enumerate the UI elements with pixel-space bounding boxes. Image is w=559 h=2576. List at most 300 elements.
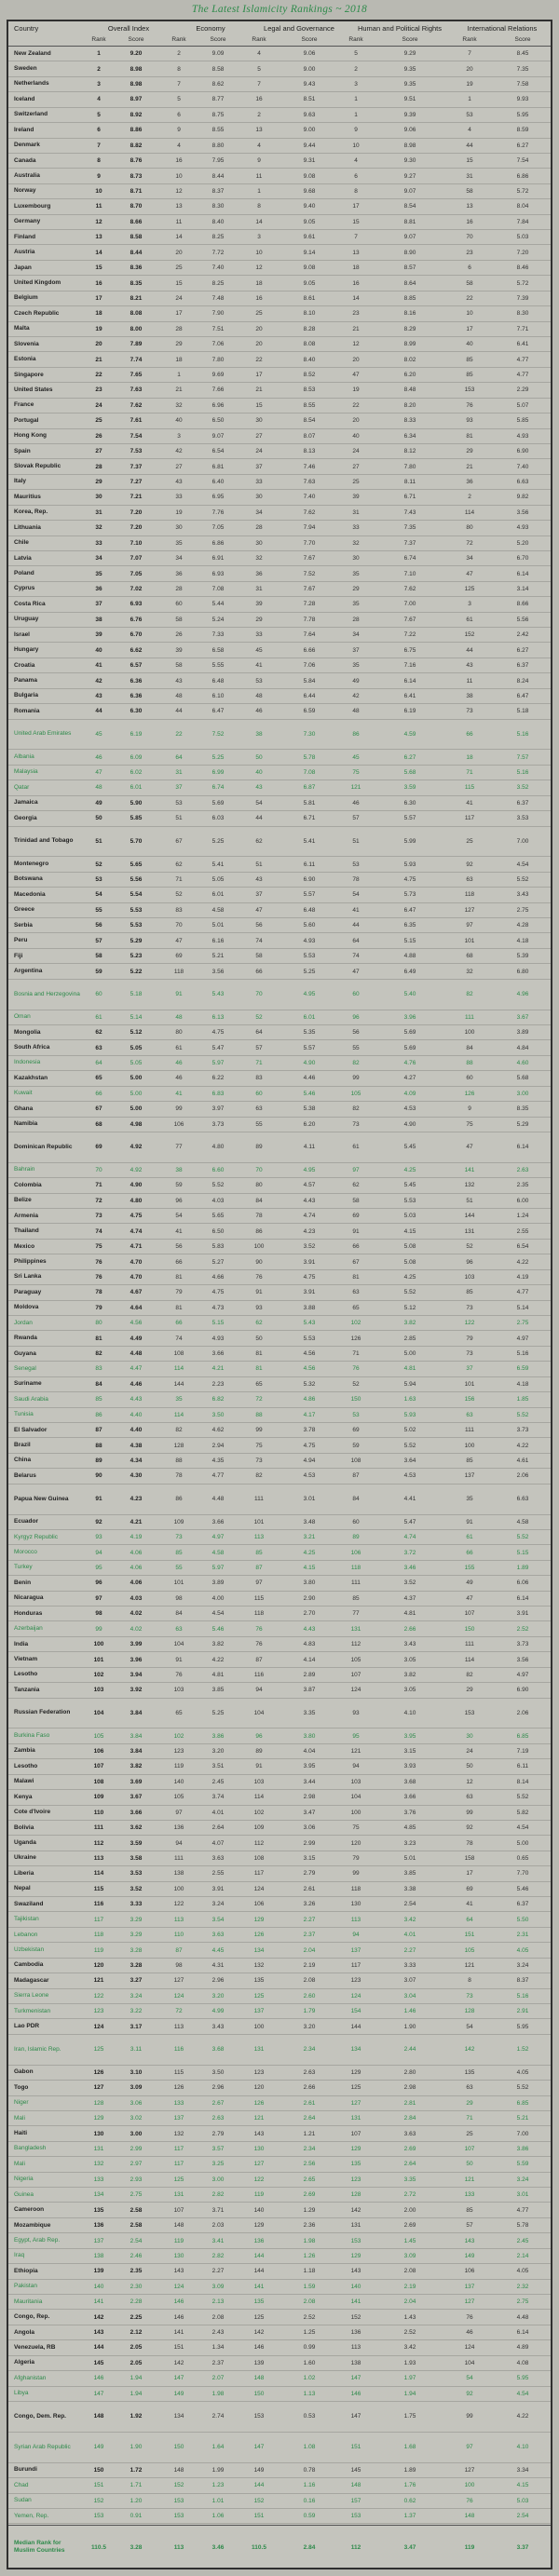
economy-score: 4.58 (211, 1549, 225, 1556)
overall-rank: 98 (95, 1610, 102, 1618)
rights-rank: 85 (352, 1594, 360, 1602)
economy-score: 3.20 (211, 1748, 225, 1756)
rights-rank: 112 (350, 1641, 361, 1648)
economy-score: 6.03 (211, 815, 225, 822)
rights-rank: 17 (352, 203, 360, 210)
legal-score: 4.14 (303, 1656, 316, 1663)
table-header-groups (8, 21, 551, 34)
economy-score: 1.01 (211, 2497, 225, 2504)
relations-score: 4.05 (516, 2268, 529, 2275)
economy-rank: 148 (173, 2466, 184, 2474)
economy-rank: 10 (175, 172, 183, 180)
country-name: Mongolia (14, 1028, 41, 1036)
rights-rank: 145 (350, 2466, 361, 2474)
header-overall-index: Overall Index (107, 24, 150, 33)
legal-score: 3.78 (303, 1427, 316, 1434)
overall-rank: 91 (95, 1496, 102, 1503)
legal-rank: 20 (255, 341, 263, 348)
relations-score: 4.77 (516, 2206, 529, 2214)
relations-score: 3.91 (516, 1610, 529, 1618)
economy-score: 1.06 (211, 2513, 225, 2520)
relations-rank: 99 (466, 2413, 473, 2420)
legal-score: 4.43 (303, 1625, 316, 1633)
relations-rank: 53 (466, 111, 473, 118)
economy-score: 6.50 (211, 417, 225, 425)
overall-score: 5.29 (130, 937, 143, 944)
economy-score: 5.21 (211, 953, 225, 960)
table-row (8, 1301, 551, 1316)
overall-score: 5.00 (130, 1075, 143, 1082)
legal-rank: 113 (253, 1534, 265, 1541)
legal-score: 5.25 (303, 968, 316, 975)
subheader-rank: Rank (171, 36, 186, 43)
legal-score: 0.53 (303, 2413, 316, 2420)
relations-score: 5.82 (516, 1809, 529, 1816)
economy-score: 6.93 (211, 570, 225, 577)
rights-rank: 67 (352, 1258, 360, 1266)
country-name: Malta (14, 325, 30, 332)
relations-rank: 35 (466, 1496, 473, 1503)
country-name: Costa Rica (14, 600, 46, 607)
rights-rank: 6 (354, 172, 358, 180)
rights-rank: 130 (350, 1901, 361, 1908)
table-row (8, 720, 551, 751)
economy-score: 4.00 (211, 1594, 225, 1602)
economy-score: 7.51 (211, 325, 225, 332)
relations-score: 6.27 (516, 142, 529, 149)
legal-rank: 48 (255, 692, 263, 699)
legal-rank: 111 (254, 1496, 264, 1503)
economy-score: 6.47 (211, 708, 225, 715)
rights-rank: 134 (350, 2046, 361, 2054)
table-row (8, 873, 551, 888)
relations-rank: 85 (466, 356, 473, 363)
rights-rank: 51 (352, 837, 360, 845)
legal-score: 6.44 (303, 692, 316, 699)
relations-score: 4.48 (516, 2313, 529, 2321)
country-name: Vietnam (14, 1655, 38, 1662)
country-name: Uganda (14, 1839, 36, 1846)
relations-score: 4.93 (516, 524, 529, 532)
relations-rank: 21 (466, 463, 473, 470)
overall-score: 3.94 (130, 1671, 143, 1678)
relations-score: 4.22 (516, 1442, 529, 1449)
overall-rank: 104 (93, 1709, 104, 1716)
overall-score: 4.47 (130, 1365, 143, 1373)
overall-rank: 58 (95, 953, 102, 960)
table-row (8, 291, 551, 306)
legal-rank: 139 (253, 2359, 265, 2366)
relations-score: 2.45 (516, 2237, 529, 2244)
legal-rank: 71 (255, 1060, 263, 1067)
legal-score: 5.53 (303, 1335, 316, 1342)
table-row (8, 1652, 551, 1667)
overall-rank: 24 (95, 401, 102, 409)
overall-rank: 64 (95, 1060, 102, 1067)
table-row (8, 1744, 551, 1759)
overall-score: 4.30 (130, 1472, 143, 1480)
overall-score: 5.54 (130, 891, 143, 899)
rights-score: 6.20 (403, 372, 416, 379)
overall-score: 4.70 (130, 1273, 143, 1281)
overall-rank: 49 (95, 799, 102, 807)
overall-score: 6.62 (130, 646, 143, 654)
legal-rank: 30 (255, 539, 263, 547)
legal-score: 8.07 (303, 432, 316, 440)
header-country: Country (14, 24, 39, 33)
economy-rank: 113 (173, 2023, 184, 2030)
country-name: Latvia (14, 554, 32, 562)
rights-rank: 123 (350, 1977, 361, 1985)
relations-rank: 101 (464, 1380, 475, 1388)
rights-rank: 125 (350, 2084, 361, 2092)
country-name: Ethiopia (14, 2267, 38, 2274)
table-row (8, 2280, 551, 2295)
rights-rank: 135 (350, 2161, 361, 2168)
relations-rank: 49 (466, 1579, 473, 1587)
rights-score: 4.85 (403, 1824, 416, 1832)
relations-rank: 66 (466, 730, 473, 738)
legal-score: 5.43 (303, 1320, 316, 1327)
relations-score: 5.18 (516, 708, 529, 715)
economy-rank: 58 (175, 662, 183, 670)
overall-score: 3.28 (130, 1961, 143, 1969)
economy-rank: 16 (175, 157, 183, 165)
overall-rank: 66 (95, 1090, 102, 1097)
overall-score: 2.46 (130, 2252, 143, 2259)
economy-score: 4.75 (211, 1029, 225, 1037)
rights-score: 6.19 (403, 708, 416, 715)
economy-rank: 7 (177, 81, 181, 88)
relations-score: 4.77 (516, 356, 529, 363)
relations-rank: 131 (464, 1227, 475, 1235)
rights-rank: 127 (350, 2099, 361, 2107)
relations-score: 4.18 (516, 1380, 529, 1388)
relations-rank: 125 (464, 585, 475, 592)
economy-rank: 76 (175, 1671, 183, 1678)
rights-score: 5.73 (403, 891, 416, 899)
economy-score: 5.01 (211, 922, 225, 929)
legal-score: 4.83 (303, 1641, 316, 1648)
relations-score: 7.84 (516, 218, 529, 225)
rights-score: 4.10 (403, 1709, 416, 1716)
relations-score: 2.75 (516, 2298, 529, 2306)
legal-score: 3.15 (303, 1854, 316, 1862)
legal-rank: 134 (253, 1946, 265, 1954)
legal-rank: 62 (255, 837, 263, 845)
rights-score: 4.37 (403, 1594, 416, 1602)
overall-rank: 73 (95, 1213, 102, 1220)
rights-score: 8.48 (403, 386, 416, 394)
relations-score: 4.15 (516, 2482, 529, 2489)
overall-rank: 138 (93, 2252, 104, 2259)
economy-rank: 62 (175, 861, 183, 868)
country-name: Finland (14, 233, 36, 240)
relations-score: 4.05 (516, 2068, 529, 2076)
table-row (8, 1928, 551, 1943)
legal-rank: 93 (255, 1304, 263, 1311)
relations-score: 5.07 (516, 401, 529, 409)
relations-score: 8.66 (516, 601, 529, 608)
legal-rank: 129 (253, 2222, 265, 2230)
relations-rank: 44 (466, 646, 473, 654)
table-row (8, 399, 551, 414)
country-name: Hungary (14, 646, 39, 654)
table-row (8, 1912, 551, 1927)
relations-score: 5.16 (516, 1992, 529, 2000)
rights-rank: 117 (350, 1961, 361, 1969)
overall-rank: 29 (95, 479, 102, 486)
rights-score: 3.23 (403, 1839, 416, 1847)
overall-rank: 74 (95, 1227, 102, 1235)
legal-score: 9.05 (303, 279, 316, 287)
relations-score: 5.95 (516, 2375, 529, 2382)
legal-score: 1.29 (303, 2206, 316, 2214)
overall-score: 7.74 (130, 356, 143, 363)
legal-rank: 101 (253, 1518, 265, 1525)
economy-score: 3.74 (211, 1794, 225, 1801)
country-name: Kazakhstan (14, 1074, 48, 1081)
legal-rank: 135 (253, 1977, 265, 1985)
table-row (8, 77, 551, 92)
relations-score: 3.86 (516, 2146, 529, 2152)
economy-rank: 30 (175, 524, 183, 532)
overall-rank: 126 (93, 2068, 104, 2076)
rights-score: 0.62 (403, 2497, 416, 2504)
economy-rank: 18 (175, 356, 183, 363)
legal-rank: 114 (253, 1794, 265, 1801)
overall-rank: 117 (93, 1916, 104, 1923)
legal-rank: 106 (253, 1901, 265, 1908)
overall-rank: 113 (93, 1854, 104, 1862)
legal-rank: 80 (255, 1182, 263, 1189)
relations-rank: 85 (466, 1289, 473, 1296)
legal-score: 3.80 (303, 1579, 316, 1587)
economy-rank: 53 (175, 799, 183, 807)
relations-score: 5.52 (516, 1411, 529, 1418)
country-name: Zambia (14, 1747, 35, 1755)
overall-rank: 84 (95, 1380, 102, 1388)
overall-rank: 60 (95, 991, 102, 998)
economy-rank: 116 (173, 2046, 184, 2054)
country-name: Italy (14, 478, 27, 485)
rights-score: 8.85 (403, 294, 416, 302)
country-name: Ghana (14, 1105, 34, 1112)
legal-score: 0.16 (303, 2497, 316, 2504)
legal-score: 5.35 (303, 1029, 316, 1037)
overall-score: 3.33 (130, 1901, 143, 1908)
rights-score: 2.54 (403, 1901, 416, 1908)
rights-score: 5.45 (403, 1182, 416, 1189)
relations-score: 6.14 (516, 570, 529, 577)
overall-rank: 30 (95, 494, 102, 501)
country-name: Lao PDR (14, 2023, 40, 2030)
legal-score: 1.59 (303, 2283, 316, 2290)
economy-score: 4.03 (211, 1197, 225, 1204)
overall-rank: 13 (95, 234, 102, 241)
rights-rank: 147 (350, 2375, 361, 2382)
rights-score: 2.98 (403, 2084, 416, 2092)
overall-score: 5.56 (130, 875, 143, 883)
overall-score: 8.44 (130, 249, 143, 256)
overall-score: 3.59 (130, 1839, 143, 1847)
overall-score: 1.94 (130, 2390, 143, 2397)
relations-rank: 54 (466, 2375, 473, 2382)
rights-score: 7.37 (403, 539, 416, 547)
economy-score: 4.07 (211, 1839, 225, 1847)
rights-score: 5.12 (403, 1304, 416, 1311)
relations-score: 2.06 (516, 1709, 529, 1716)
overall-score: 2.58 (130, 2206, 143, 2214)
rights-score: 8.33 (403, 417, 416, 425)
table-row (8, 61, 551, 76)
relations-rank: 137 (464, 2283, 475, 2290)
overall-rank: 57 (95, 937, 102, 944)
rights-score: 5.69 (403, 1044, 416, 1051)
country-name: Egypt, Arab Rep. (14, 2236, 61, 2244)
median-relations-rank: 119 (464, 2543, 475, 2551)
relations-score: 5.16 (516, 769, 529, 777)
legal-rank: 122 (253, 2176, 265, 2183)
relations-rank: 50 (466, 1763, 473, 1770)
country-name: Lesotho (14, 1762, 38, 1769)
legal-rank: 144 (253, 2482, 265, 2489)
relations-score: 7.71 (516, 325, 529, 332)
country-name: Congo, Dem. Rep. (14, 2412, 66, 2420)
legal-score: 1.16 (303, 2482, 316, 2489)
rights-rank: 105 (350, 1090, 361, 1097)
economy-score: 3.85 (211, 1687, 225, 1694)
overall-rank: 76 (95, 1273, 102, 1281)
economy-rank: 56 (175, 1243, 183, 1251)
legal-rank: 135 (253, 2298, 265, 2306)
overall-score: 2.54 (130, 2237, 143, 2244)
economy-rank: 26 (175, 631, 183, 639)
country-name: Fiji (14, 952, 23, 959)
overall-rank: 22 (95, 372, 102, 379)
overall-score: 3.82 (130, 1763, 143, 1770)
overall-rank: 15 (95, 264, 102, 272)
table-row (8, 2035, 551, 2066)
overall-rank: 123 (93, 2008, 104, 2015)
relations-score: 4.28 (516, 922, 529, 929)
country-name: Cote d'Ivoire (14, 1809, 51, 1816)
overall-score: 7.63 (130, 386, 143, 394)
rights-score: 5.93 (403, 1411, 416, 1418)
rights-score: 5.53 (403, 1197, 416, 1204)
legal-rank: 12 (255, 264, 263, 272)
country-name: Togo (14, 2083, 29, 2091)
relations-score: 3.43 (516, 891, 529, 899)
economy-rank: 5 (177, 96, 181, 103)
rights-score: 2.85 (403, 1335, 416, 1342)
rights-rank: 19 (352, 386, 360, 394)
rights-rank: 47 (352, 372, 360, 379)
country-name: Namibia (14, 1120, 38, 1128)
legal-score: 1.08 (303, 2444, 316, 2451)
relations-score: 4.77 (516, 1289, 529, 1296)
relations-score: 6.14 (516, 1144, 529, 1151)
legal-rank: 126 (253, 2099, 265, 2107)
table-row (8, 199, 551, 214)
relations-rank: 54 (466, 2023, 473, 2030)
table-row (8, 551, 551, 566)
rights-score: 8.11 (403, 479, 416, 486)
economy-rank: 31 (175, 769, 183, 777)
legal-rank: 115 (253, 1594, 265, 1602)
overall-rank: 142 (93, 2313, 104, 2321)
relations-score: 4.61 (516, 1457, 529, 1465)
economy-score: 6.10 (211, 692, 225, 699)
rights-rank: 24 (352, 448, 360, 455)
economy-score: 3.68 (211, 2046, 225, 2054)
economy-rank: 132 (173, 2130, 184, 2137)
rights-score: 7.22 (403, 631, 416, 639)
economy-score: 2.67 (211, 2099, 225, 2107)
relations-score: 4.58 (516, 1518, 529, 1525)
economy-rank: 34 (175, 555, 183, 563)
overall-rank: 148 (93, 2413, 104, 2420)
rights-rank: 99 (352, 1075, 360, 1082)
country-name: Tanzania (14, 1686, 40, 1693)
table-row (8, 2019, 551, 2034)
table-row (8, 2157, 551, 2172)
economy-rank: 126 (173, 2084, 184, 2092)
rights-score: 5.03 (403, 1213, 416, 1220)
legal-score: 2.19 (303, 1961, 316, 1969)
legal-rank: 18 (255, 279, 263, 287)
country-name: Trinidad and Tobago (14, 837, 74, 845)
relations-rank: 64 (466, 1916, 473, 1923)
table-row (8, 1102, 551, 1117)
economy-rank: 110 (173, 1932, 184, 1939)
relations-rank: 63 (466, 1794, 473, 1801)
economy-score: 2.43 (211, 2329, 225, 2337)
table-row (8, 827, 551, 858)
economy-score: 2.37 (211, 2359, 225, 2366)
economy-score: 5.44 (211, 601, 225, 608)
rights-rank: 126 (350, 1335, 361, 1342)
table-body (8, 47, 551, 2524)
overall-score: 7.37 (130, 463, 143, 470)
overall-rank: 27 (95, 448, 102, 455)
country-name: Kenya (14, 1793, 33, 1800)
country-name: Venezuela, RB (14, 2343, 56, 2351)
relations-score: 2.32 (516, 2283, 529, 2290)
overall-rank: 111 (93, 1824, 104, 1832)
relations-score: 3.14 (516, 585, 529, 592)
legal-rank: 56 (255, 922, 263, 929)
overall-rank: 45 (95, 730, 102, 738)
relations-score: 5.52 (516, 2084, 529, 2092)
relations-rank: 17 (466, 325, 473, 332)
economy-score: 5.27 (211, 1258, 225, 1266)
overall-score: 8.97 (130, 96, 143, 103)
rankings-table (7, 20, 552, 2569)
legal-score: 0.59 (303, 2513, 316, 2520)
legal-rank: 27 (255, 432, 263, 440)
relations-rank: 107 (464, 2146, 475, 2152)
rights-rank: 10 (352, 142, 360, 149)
median-overall-score: 3.28 (130, 2543, 143, 2551)
economy-score: 2.08 (211, 2313, 225, 2321)
rights-rank: 96 (352, 1013, 360, 1021)
country-name: Sudan (14, 2497, 32, 2504)
economy-rank: 46 (175, 1075, 183, 1082)
legal-rank: 123 (253, 2068, 265, 2076)
relations-rank: 78 (466, 1839, 473, 1847)
economy-rank: 55 (175, 1564, 183, 1571)
